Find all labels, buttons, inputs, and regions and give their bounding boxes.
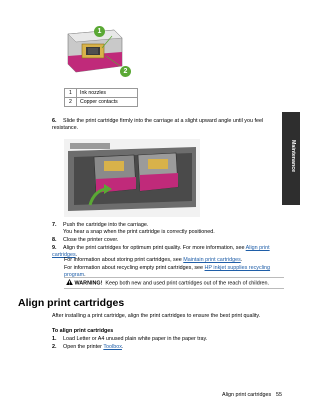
punctuation: . xyxy=(240,257,243,263)
procedure-subheading: To align print cartridges xyxy=(52,328,114,334)
parts-table xyxy=(64,88,138,107)
callout-2-badge: 2 xyxy=(120,66,131,77)
warning-label: WARNING! xyxy=(74,280,103,287)
step-number: 7. xyxy=(52,222,57,228)
callout-1-badge: 1 xyxy=(94,26,105,37)
toolbox-link[interactable]: Toolbox xyxy=(103,344,122,350)
step-subtext: You hear a snap when the print cartridge is correctly positioned. xyxy=(63,229,215,235)
footer-title: Align print cartridges xyxy=(222,392,272,398)
step-7 xyxy=(52,222,284,236)
step-number: 1. xyxy=(52,336,57,342)
step-number: 8. xyxy=(52,237,57,243)
punctuation: . xyxy=(75,252,78,258)
section-heading: Align print cartridges xyxy=(18,297,125,309)
punctuation: . xyxy=(121,344,124,350)
step-number: 6. xyxy=(52,118,57,124)
part-number: 1 xyxy=(65,89,77,98)
paragraph-text: For information about recycling empty print cartridges, see xyxy=(64,265,205,271)
step-6 xyxy=(52,118,284,132)
punctuation: . xyxy=(84,272,86,278)
step-text: Load Letter or A4 unused plain white paper in the paper tray. xyxy=(63,336,208,342)
part-label: Copper contacts xyxy=(77,98,138,107)
step-text: Push the cartridge into the carriage. xyxy=(63,222,149,228)
step-text: Open the printer xyxy=(63,344,104,350)
step-number: 2. xyxy=(52,344,57,350)
warning-triangle-icon xyxy=(66,279,73,285)
step-8 xyxy=(52,237,284,244)
align-step-1 xyxy=(52,336,284,343)
table-row xyxy=(65,98,138,107)
storing-paragraph xyxy=(64,257,286,264)
step-text: Close the printer cover. xyxy=(63,237,119,243)
maintain-print-cartridges-link[interactable]: Maintain print cartridges xyxy=(183,257,241,263)
part-number: 2 xyxy=(65,98,77,107)
align-print-cartridges-link[interactable]: Align print cartridges xyxy=(52,245,270,258)
step-text: Slide the print cartridge firmly into the carriage at a slight upward angle until you feel resistance. xyxy=(52,118,264,131)
step-text: Align the print cartridges for optimum print quality. For more information, see xyxy=(63,245,246,251)
hp-inkjet-recycling-link[interactable]: HP inkjet supplies recycling program xyxy=(64,265,271,278)
tab-label-text: Maintenance xyxy=(290,140,296,173)
section-intro: After installing a print cartridge, align the print cartridges to ensure the best print quality. xyxy=(52,313,261,319)
warning-text: Keep both new and used print cartridges out of the reach of children. xyxy=(105,280,269,287)
table-row xyxy=(65,89,138,98)
part-label: Ink nozzles xyxy=(77,89,138,98)
chapter-tab-label xyxy=(287,140,297,180)
step-number: 9. xyxy=(52,245,57,251)
paragraph-text: For information about storing print cartridges, see xyxy=(64,257,184,263)
warning-note xyxy=(66,279,286,288)
carriage-installation-illustration xyxy=(64,139,200,217)
page-number: 55 xyxy=(276,392,282,398)
align-step-2 xyxy=(52,344,284,351)
